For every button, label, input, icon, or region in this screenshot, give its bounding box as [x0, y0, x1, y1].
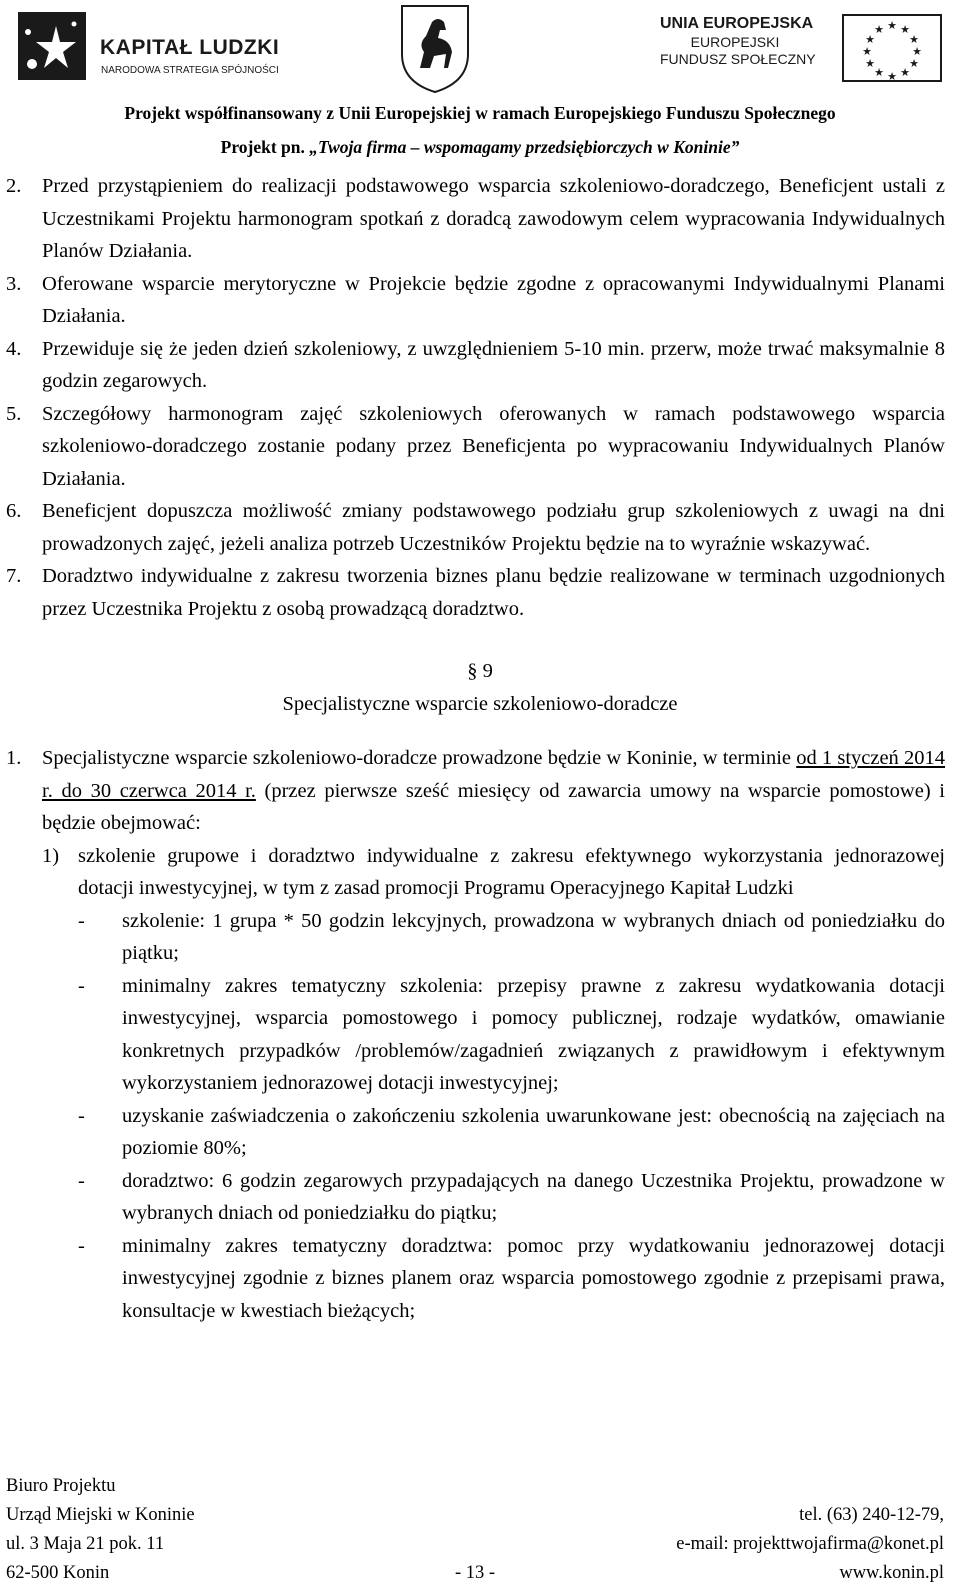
item-text-after: (przez pierwsze sześć miesięcy od zawarcia umowy na wsparcie pomostowe) i będzie obejmować:: [42, 779, 945, 834]
eu-flag-icon: [842, 14, 942, 82]
item-text: Doradztwo indywidualne z zakresu tworzenia biznes planu będzie realizowane w terminach uzgodnionych przez Uczestnika Projektu z osobą prowadzącą doradztwo.: [42, 565, 945, 620]
dash-item-text: doradztwo: 6 godzin zegarowych przypadających na danego Uczestnika Projektu, prowadzone w wybranych dniach od poniedziałku do piątku;: [122, 1169, 945, 1224]
footer-postcode: 62-500 Konin: [6, 1563, 110, 1583]
horse-crest-icon: [398, 2, 472, 94]
dash-item: [0, 905, 960, 970]
list-item: [0, 495, 960, 560]
dash-item: [0, 970, 960, 1100]
page-footer: [0, 1472, 960, 1588]
svg-text:★: ★: [874, 23, 884, 36]
item-number: 3.: [6, 272, 22, 295]
dash-item: [0, 1230, 960, 1328]
item-number: 7.: [6, 565, 22, 587]
kapital-ludzki-logo: [18, 12, 280, 82]
footer-row: [0, 1559, 960, 1588]
dash-mark: -: [78, 909, 85, 932]
list-item: [0, 268, 960, 333]
dash-mark: -: [78, 974, 85, 997]
section-number: § 9: [467, 660, 493, 682]
item-text: Przed przystąpieniem do realizacji podstawowego wsparcia szkoleniowo-doradczego, Beneficjent ustali z Uczestnikami Projektu harmonogram spotkań z doradcą zawodowym celem wypracowania Indywidualnych Planów Działania.: [42, 175, 945, 262]
item-text: Przewiduje się że jeden dzień szkoleniowy, z uwzględnieniem 5-10 min. przerw, może trwać maksymalnie 8 godzin zegarowych.: [42, 337, 945, 392]
project-prefix: Projekt pn.: [220, 137, 310, 157]
footer-website[interactable]: www.konin.pl: [839, 1563, 944, 1583]
date-range: od 1 styczeń 2014 r. do 30 czerwca 2014 r.: [42, 747, 945, 802]
ue-efs-logo: [660, 14, 950, 86]
kapital-ludzki-subtitle: NARODOWA STRATEGIA SPÓJNOŚCI: [101, 65, 279, 76]
item-number: 1.: [6, 747, 22, 769]
list-item: [0, 742, 960, 840]
list-item: [0, 333, 960, 398]
ue-logo-text: [660, 14, 816, 68]
footer-office: Biuro Projektu: [6, 1476, 116, 1496]
ue-logo-line3: FUNDUSZ SPOŁECZNY: [660, 51, 816, 67]
page-header: [0, 0, 960, 180]
dash-item-text: minimalny zakres tematyczny szkolenia: przepisy prawne z zakresu wydatkowania dotacji inwestycyjnej, wsparcia pomostowego i pomocy publicznej, rodzaje wydatków, omawianie konkretnych przypadków /problemów/zagadnień związanych z prawidłowym i efektywnym wykorzystaniem jednorazowej dotacji inwestycyjnej;: [122, 974, 945, 1094]
dash-item: [0, 1100, 960, 1165]
document-body: [0, 170, 960, 1327]
item-text: Beneficjent dopuszcza możliwość zmiany podstawowego podziału grup szkoleniowych z uwagi na dni prowadzonych zajęć, jeżeli analiza potrzeb Uczestników Projektu będzie na to wyraźnie wskazywać.: [42, 500, 945, 555]
footer-phone: tel. (63) 240-12-79,: [799, 1505, 944, 1525]
item-number: 2.: [6, 175, 22, 197]
item-text: Oferowane wsparcie merytoryczne w Projekcie będzie zgodne z opracowanymi Indywidualnymi Planami Działania.: [42, 272, 945, 327]
svg-text:★: ★: [865, 57, 875, 70]
dash-mark: -: [78, 1169, 85, 1192]
sub-item: [0, 840, 960, 905]
dash-item: [0, 1165, 960, 1230]
dash-item-text: szkolenie: 1 grupa * 50 godzin lekcyjnych, prowadzona w wybranych dniach od poniedziałku do piątku;: [122, 909, 945, 964]
section-title: Specjalistyczne wsparcie szkoleniowo-doradcze: [282, 692, 678, 715]
project-name-line: [0, 137, 960, 158]
svg-text:★: ★: [862, 45, 872, 58]
footer-address: ul. 3 Maja 21 pok. 11: [6, 1534, 165, 1554]
footer-row: [0, 1530, 960, 1559]
ue-logo-line1: UNIA EUROPEJSKA: [660, 15, 814, 32]
svg-text:★: ★: [909, 33, 919, 46]
footer-row: [0, 1501, 960, 1530]
svg-text:★: ★: [909, 57, 919, 70]
item-number: 4.: [6, 337, 22, 360]
svg-text:★: ★: [900, 66, 910, 79]
footer-city-office: Urząd Miejski w Koninie: [6, 1505, 195, 1525]
ue-logo-line2: EUROPEJSKI: [690, 34, 780, 50]
list-item: [0, 560, 960, 625]
footer-email[interactable]: e-mail: projekttwojafirma@konet.pl: [676, 1534, 944, 1554]
dash-item-text: minimalny zakres tematyczny doradztwa: pomoc przy wydatkowaniu jednorazowej dotacji inwestycyjnej zgodnie z biznes planem oraz wsparcia pomostowego zgodnie z przepisami prawa, konsultacje w kwestiach bieżących;: [122, 1234, 945, 1322]
dash-item-text: uzyskanie zaświadczenia o zakończeniu szkolenia uwarunkowane jest: obecnością na zajęciach na poziomie 80%;: [122, 1104, 945, 1159]
list-item: [0, 170, 960, 268]
svg-text:★: ★: [874, 66, 884, 79]
page-number: - 13 -: [455, 1563, 496, 1583]
svg-text:★: ★: [900, 23, 910, 36]
dash-mark: -: [78, 1234, 85, 1257]
dash-mark: -: [78, 1104, 85, 1127]
list-item: [0, 398, 960, 496]
kapital-ludzki-star-icon: [18, 12, 86, 80]
cofinanced-line: Projekt współfinansowany z Unii Europejskiej w ramach Europejskiego Funduszu Społecznego: [124, 103, 836, 123]
svg-text:★: ★: [912, 45, 922, 58]
project-name: „Twoja firma – wspomagamy przedsiębiorczych w Koninie”: [309, 137, 740, 157]
item-number: 5.: [6, 402, 22, 425]
svg-text:★: ★: [887, 70, 897, 82]
item-text: Szczegółowy harmonogram zajęć szkoleniowych oferowanych w ramach podstawowego wsparcia szkoleniowo-doradczego zostanie podany przez Beneficjenta po wypracowaniu Indywidualnych Planów Działania.: [42, 402, 945, 490]
sub-item-text: szkolenie grupowe i doradztwo indywidualne z zakresu efektywnego wykorzystania jednorazowej dotacji inwestycyjnej, w tym z zasad promocji Programu Operacyjnego Kapitał Ludzki: [78, 844, 945, 899]
sub-item-number: 1): [42, 844, 60, 867]
kapital-ludzki-title: KAPITAŁ LUDZKI: [100, 36, 280, 59]
svg-text:★: ★: [887, 19, 897, 32]
footer-row: [0, 1472, 960, 1501]
item-text-before: Specjalistyczne wsparcie szkoleniowo-doradcze prowadzone będzie w Koninie, w terminie: [42, 747, 797, 769]
svg-text:★: ★: [865, 33, 875, 46]
item-number: 6.: [6, 500, 22, 522]
